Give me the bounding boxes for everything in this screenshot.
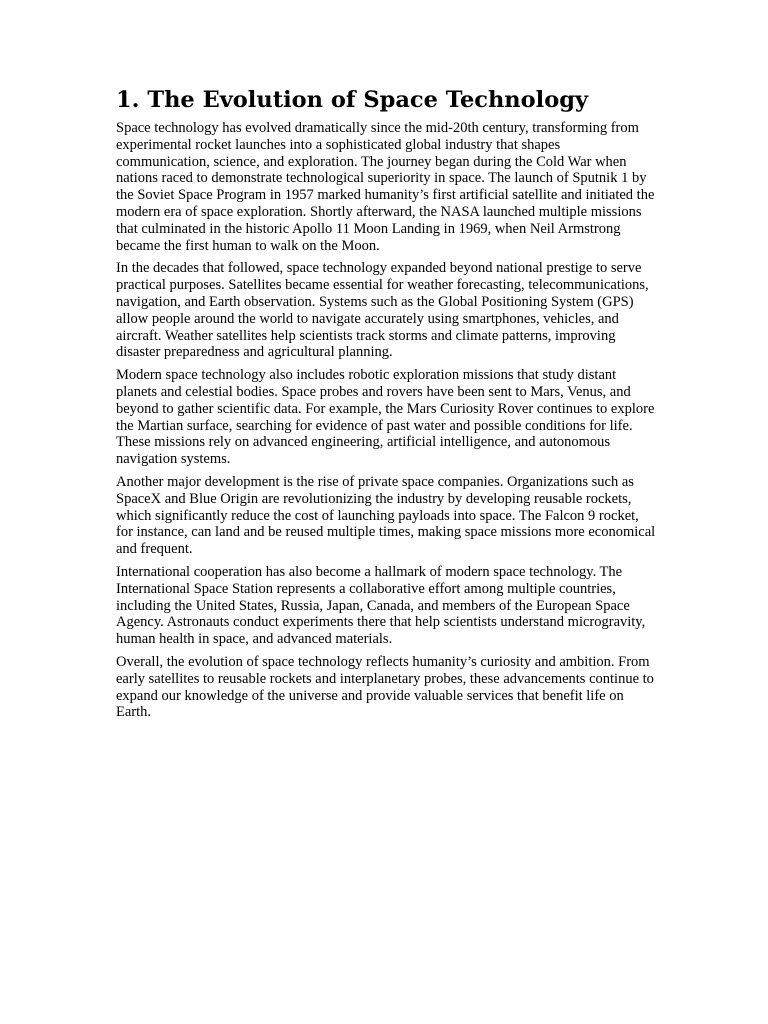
paragraph-6: Overall, the evolution of space technology reflects humanity’s curiosity and ambition. From early satellites to reusable rockets and interplanetary probes, these advancements continue to expand our knowledge of the universe and provide valuable services that benefit life on Earth. bbox=[116, 653, 654, 721]
paragraph-3: Modern space technology also includes robotic exploration missions that study distant planets and celestial bodies. Space probes and rovers have been sent to Mars, Venus, and beyond to gather scientific data. For example, the Mars Curiosity Rover continues to explore the Martian surface, searching for evidence of past water and possible conditions for life. These missions rely on advanced engineering, artificial intelligence, and autonomous navigation systems. bbox=[116, 367, 655, 468]
section-title: 1. The Evolution of Space Technology bbox=[116, 87, 589, 113]
paragraph-4: Another major development is the rise of private space companies. Organizations such as SpaceX and Blue Origin are revolutionizing the industry by developing reusable rockets, which significantly reduce the cost of launching payloads into space. The Falcon 9 rocket, for instance, can land and be reused multiple times, making space missions more economical and frequent. bbox=[116, 473, 656, 558]
document-body bbox=[116, 84, 656, 727]
paragraph-5: International cooperation has also become a hallmark of modern space technology. The International Space Station represents a collaborative effort among multiple countries, including the United States, Russia, Japan, Canada, and members of the European Space Agency. Astronauts conduct experiments there that help scientists understand microgravity, human health in space, and advanced materials. bbox=[116, 563, 646, 648]
paragraph-2: In the decades that followed, space technology expanded beyond national prestige to serve practical purposes. Satellites became essential for weather forecasting, telecommunications, navigation, and Earth observation. Systems such as the Global Positioning System (GPS) allow people around the world to navigate accurately using smartphones, vehicles, and aircraft. Weather satellites help scientists track storms and climate patterns, improving disaster preparedness and agricultural planning. bbox=[116, 260, 649, 361]
paragraph-1: Space technology has evolved dramatically since the mid-20th century, transforming from experimental rocket launches into a sophisticated global industry that shapes communication, science, and exploration. The journey began during the Cold War when nations raced to demonstrate technological superiority in space. The launch of Sputnik 1 by the Soviet Space Program in 1957 marked humanity’s first artificial satellite and initiated the modern era of space exploration. Shortly afterward, the NASA launched multiple missions that culminated in the historic Apollo 11 Moon Landing in 1969, when Neil Armstrong became the first human to walk on the Moon. bbox=[116, 120, 655, 254]
